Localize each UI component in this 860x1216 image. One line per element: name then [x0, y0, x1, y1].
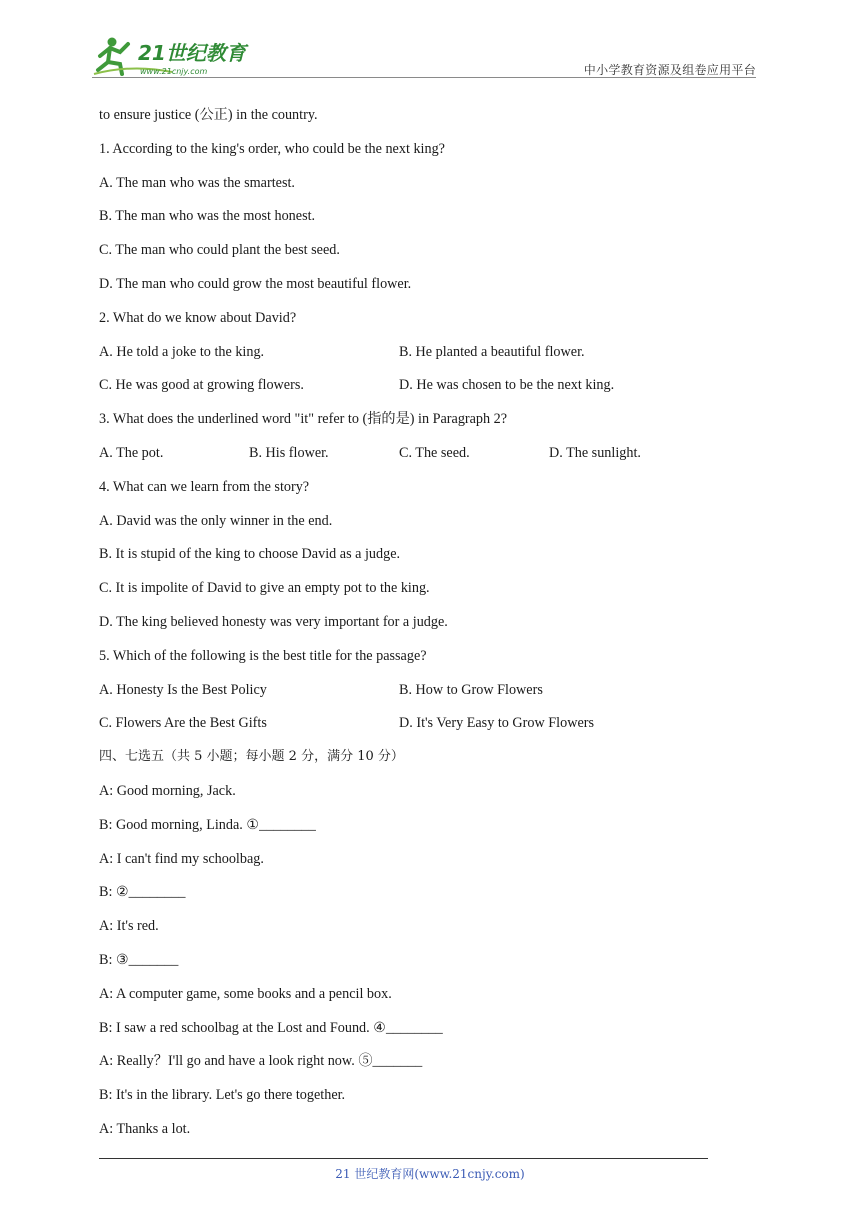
option: A. The man who was the smartest. — [99, 174, 295, 191]
footer-divider — [99, 1158, 708, 1159]
option: D. The sunlight. — [549, 444, 641, 461]
option: C. The seed. — [399, 444, 470, 461]
dialogue-line: B: ③_______ — [99, 951, 179, 968]
platform-label: 中小学教育资源及组卷应用平台 — [583, 63, 756, 77]
option: C. Flowers Are the Best Gifts — [99, 715, 267, 732]
dialogue-line: A: Good morning, Jack. — [99, 782, 236, 799]
site-logo — [92, 34, 262, 78]
option-row — [99, 443, 739, 477]
option: C. The man who could plant the best seed. — [99, 242, 340, 259]
question-stem: 2. What do we know about David? — [99, 309, 297, 326]
page-header — [92, 30, 756, 78]
option-row — [99, 375, 739, 409]
option: B. He planted a beautiful flower. — [399, 343, 585, 360]
intro-text: to ensure justice (公正) in the country. — [99, 107, 318, 123]
footer-link[interactable]: 21 世纪教育网(www.21cnjy.com) — [335, 1167, 525, 1181]
option: B. How to Grow Flowers — [399, 681, 543, 698]
question-stem: 4. What can we learn from the story? — [99, 478, 310, 495]
question-stem: 1. According to the king's order, who could be the next king? — [99, 140, 445, 157]
option: C. It is impolite of David to give an empty pot to the king. — [99, 580, 430, 597]
dialogue-line: A: It's red. — [99, 918, 159, 935]
option: D. The king believed honesty was very important for a judge. — [99, 613, 448, 630]
dialogue-line: B: ②________ — [99, 884, 186, 901]
dialogue-line: A: Thanks a lot. — [99, 1120, 191, 1137]
document-body — [99, 105, 739, 1153]
dialogue-line: A: Really？I'll go and have a look right now. ⑤_______ — [99, 1053, 423, 1070]
option: A. Honesty Is the Best Policy — [99, 681, 267, 698]
question-stem: 5. Which of the following is the best title for the passage? — [99, 647, 427, 664]
dialogue-line: A: I can't find my schoolbag. — [99, 850, 264, 867]
section-title: 四、七选五（共 5 小题；每小题 2 分，满分 10 分） — [99, 749, 404, 765]
option-row — [99, 713, 739, 747]
option: D. It's Very Easy to Grow Flowers — [399, 715, 594, 732]
runner-logo-icon — [92, 34, 262, 78]
option-row — [99, 342, 739, 376]
option: A. David was the only winner in the end. — [99, 512, 333, 529]
dialogue-line: B: I saw a red schoolbag at the Lost and Found. ④________ — [99, 1019, 443, 1036]
option: A. The pot. — [99, 444, 164, 461]
dialogue-line: B: Good morning, Linda. ①________ — [99, 816, 316, 833]
option: D. He was chosen to be the next king. — [399, 377, 615, 394]
option: D. The man who could grow the most beautiful flower. — [99, 275, 412, 292]
header-divider — [92, 77, 756, 78]
question-stem: 3. What does the underlined word "it" refer to (指的是) in Paragraph 2? — [99, 411, 508, 428]
option: C. He was good at growing flowers. — [99, 377, 304, 394]
option: A. He told a joke to the king. — [99, 343, 265, 360]
option-row — [99, 680, 739, 714]
option: B. The man who was the most honest. — [99, 208, 316, 225]
dialogue-line: A: A computer game, some books and a pencil box. — [99, 985, 392, 1002]
logo-text: 21世纪教育 — [138, 41, 246, 65]
logo-url: www.21cnjy.com — [140, 67, 208, 76]
option: B. His flower. — [249, 444, 329, 461]
option: B. It is stupid of the king to choose David as a judge. — [99, 546, 401, 563]
dialogue-line: B: It's in the library. Let's go there together. — [99, 1087, 346, 1104]
